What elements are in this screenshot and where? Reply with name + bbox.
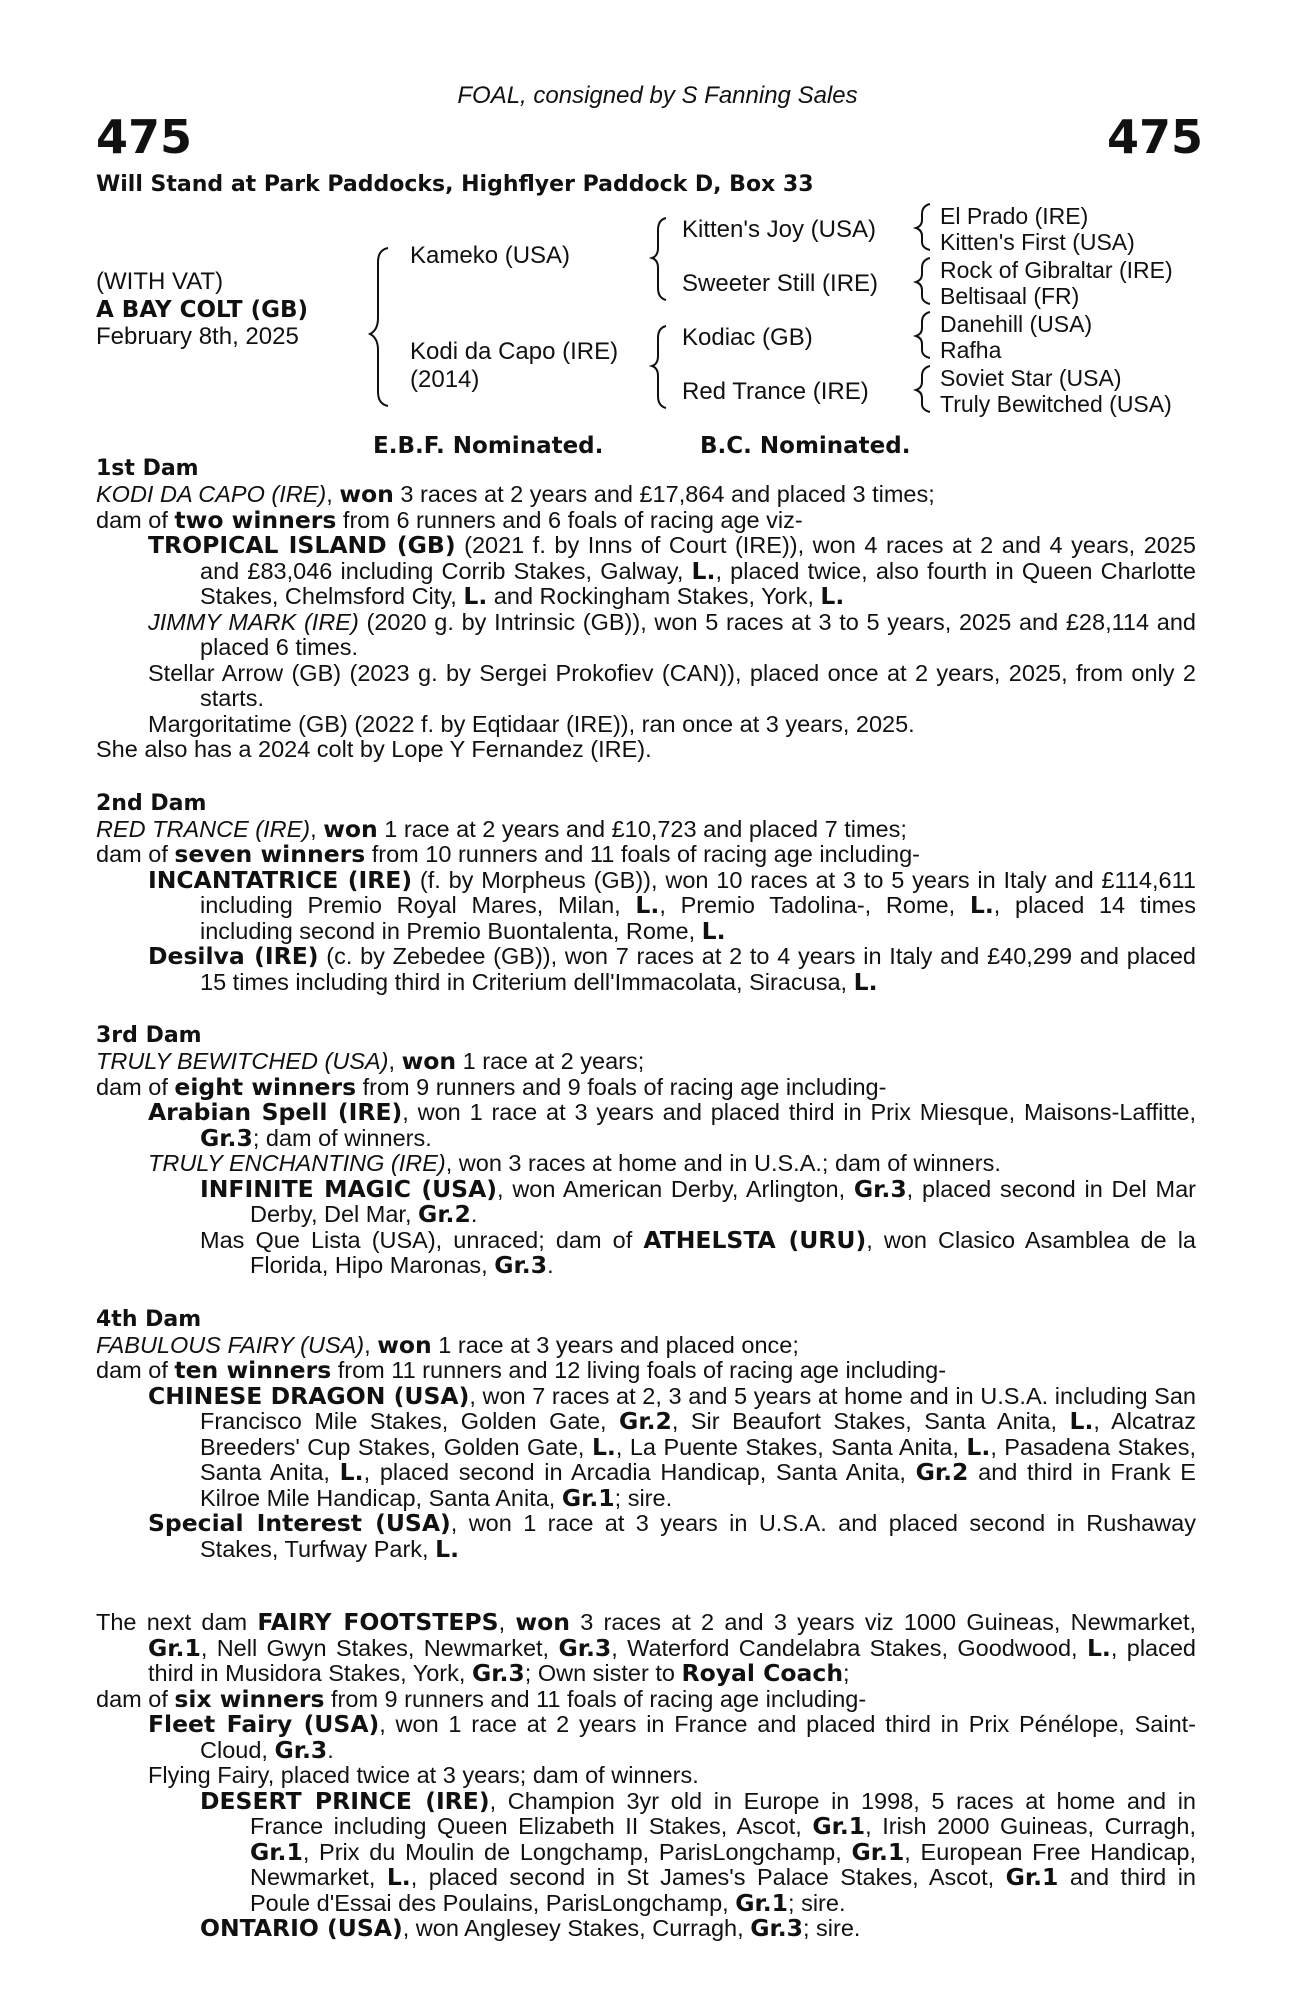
sire-bracket <box>652 218 666 300</box>
sdd: Beltisaal (FR) <box>940 283 1080 309</box>
listed-badge: L. <box>1069 1407 1094 1435</box>
group-badge: Gr.3 <box>200 1123 253 1152</box>
group-badge: Gr.2 <box>619 1407 672 1435</box>
bracket-ds <box>916 312 930 358</box>
dds: Soviet Star (USA) <box>940 365 1122 391</box>
next-dam-grandprogeny-1 <box>96 1786 1196 1917</box>
progeny-text: , placed second in Del Mar Derby, Del Mar, <box>250 1175 1197 1227</box>
progeny-text: , La Puente Stakes, Santa Anita, <box>615 1433 967 1460</box>
group-badge: Gr.1 <box>561 1483 615 1512</box>
sire-dam: Sweeter Still (IRE) <box>682 270 879 297</box>
group-badge: Gr.2 <box>915 1458 969 1486</box>
dam-dam: Red Trance (IRE) <box>682 378 869 405</box>
dam1-progeny-2 <box>96 610 1196 661</box>
dam3-progeny-2 <box>96 1151 1196 1177</box>
progeny-text: , won 1 race at 2 years in France and placed third in Prix Pénélope, Saint-Cloud, <box>200 1711 1196 1763</box>
dsd: Rafha <box>940 337 1002 363</box>
dam2-progeny-1 <box>96 865 1196 945</box>
progeny-name: INCANTATRICE (IRE) <box>148 865 413 894</box>
group-badge: Gr.1 <box>812 1812 866 1840</box>
dam1-record-text: 3 races at 2 years and £17,864 and placed 3 times; <box>393 481 935 507</box>
listed-badge: L. <box>1086 1633 1111 1662</box>
dam2-heading: 2nd Dam <box>96 790 207 816</box>
dam4-record: FABULOUS FAIRY (USA), won 1 race at 3 years and placed once; <box>96 1330 799 1359</box>
progeny-text: , European Free Handicap, Newmarket, <box>250 1838 1196 1890</box>
dam-bracket <box>652 326 666 408</box>
progeny-text: and Rockingham Stakes, York, <box>487 583 821 609</box>
sister-name: Royal Coach <box>681 1659 844 1687</box>
bracket-sd <box>916 258 930 304</box>
next-dam-name: FAIRY FOOTSTEPS <box>257 1608 499 1636</box>
spacer <box>96 763 1196 791</box>
main-bracket <box>370 248 388 406</box>
progeny-name: ATHELSTA (URU) <box>643 1225 867 1254</box>
dam4-winners-rest: from 11 runners and 12 living foals of racing age including- <box>331 1357 947 1383</box>
progeny-text: and third in Frank E Kilroe Mile Handicap, Santa Anita, <box>200 1459 1196 1511</box>
dam3-won: won <box>401 1047 457 1075</box>
sss: El Prado (IRE) <box>940 203 1089 229</box>
progeny-name: INFINITE MAGIC (USA) <box>200 1174 498 1203</box>
progeny-text: , Waterford Candelabra Stakes, Goodwood, <box>611 1634 1087 1661</box>
progeny-text: , won 1 race at 3 years and placed third in Prix Miesque, Maisons-Laffitte, <box>402 1099 1196 1125</box>
group-badge: Gr.3 <box>471 1659 525 1687</box>
dam4-progeny-2 <box>96 1511 1196 1562</box>
dam3-name: TRULY BEWITCHED (USA) <box>96 1048 389 1074</box>
vat-note: (WITH VAT) <box>96 268 224 295</box>
group-badge: Gr.2 <box>418 1200 471 1228</box>
progeny-text: , placed twice, also fourth in Queen Charlotte Stakes, Chelmsford City, <box>200 557 1196 609</box>
spacer <box>96 1279 1196 1307</box>
listed-badge: L. <box>966 1432 991 1461</box>
consignment-line: FOAL, consigned by S Fanning Sales <box>457 82 858 109</box>
dam3-record-text: 1 race at 2 years; <box>456 1048 645 1074</box>
progeny-text: ; sire. <box>614 1484 673 1511</box>
dam1-heading: 1st Dam <box>96 456 199 481</box>
dam3-dam-of: dam of <box>96 1073 175 1100</box>
dam2-dam-of: dam of <box>96 841 175 867</box>
dam3-winners: eight winners <box>174 1072 357 1101</box>
progeny-text: ; dam of winners. <box>252 1124 432 1151</box>
next-dam-produce <box>96 1684 1196 1713</box>
progeny-text: , Pasadena Stakes, Santa Anita, <box>200 1433 1196 1485</box>
dam1-progeny-4: Margoritatime (GB) (2022 f. by Eqtidaar (IRE)), ran once at 3 years, 2025. <box>148 710 915 737</box>
group-badge: Gr.1 <box>851 1837 905 1866</box>
progeny-text: , won Anglesey Stakes, Curragh, <box>402 1915 751 1941</box>
dam4-heading: 4th Dam <box>96 1306 202 1332</box>
progeny-text: , won American Derby, Arlington, <box>497 1175 854 1202</box>
progeny-text: (2020 g. by Intrinsic (GB)), won 5 races at 3 to 5 years, 2025 and £28,114 and placed 6 times. <box>200 608 1196 660</box>
progeny-text: , Premio Tadolina-, Rome, <box>659 892 970 918</box>
group-badge: Gr.3 <box>853 1174 907 1203</box>
dam-year: (2014) <box>410 366 480 393</box>
next-dam-progeny-2: Flying Fairy, placed twice at 3 years; dam of winners. <box>148 1762 699 1788</box>
next-dam-winners: six winners <box>174 1684 325 1713</box>
listed-badge: L. <box>820 582 845 610</box>
listed-badge: L. <box>463 582 488 610</box>
progeny-text: 3 races at 2 and 3 years viz 1000 Guineas, Newmarket, <box>569 1609 1196 1635</box>
lot-number-right: 475 <box>1106 110 1203 164</box>
progeny-name: JIMMY MARK (IRE) <box>148 608 359 635</box>
dam3-grandprogeny-1: INFINITE MAGIC (USA), won American Derby, Arlington, Gr.3, placed second in Del Mar Derby, Del Mar, Gr.2. <box>200 1174 1197 1228</box>
listed-badge: L. <box>386 1863 411 1891</box>
dam1-winners-rest: from 6 runners and 6 foals of racing age viz- <box>336 506 803 533</box>
progeny-text: (c. by Zebedee (GB)), won 7 races at 2 to 4 years in Italy and £40,299 and placed 15 times including third in Criterium dell'Immacolata, Siracusa, <box>200 943 1196 995</box>
sire-sire: Kitten's Joy (USA) <box>682 216 876 243</box>
bracket-ss <box>916 204 930 250</box>
dam1-produce <box>96 505 1196 534</box>
dam3-produce <box>96 1072 1196 1101</box>
ddd: Truly Bewitched (USA) <box>940 391 1172 417</box>
listed-badge: L. <box>591 1432 616 1461</box>
group-badge: Gr.1 <box>250 1837 303 1866</box>
progeny-text: , placed second in Arcadia Handicap, Santa Anita, <box>363 1459 916 1485</box>
dam4-progeny-1 <box>96 1381 1197 1512</box>
progeny-name: Fleet Fairy (USA) <box>148 1710 380 1738</box>
group-badge: Gr.3 <box>750 1914 803 1942</box>
progeny-text: and third in Poule d'Essai des Poulains, ParisLongchamp, <box>250 1864 1196 1916</box>
progeny-name: CHINESE DRAGON (USA) <box>148 1381 470 1410</box>
horse-dob: February 8th, 2025 <box>96 323 299 350</box>
progeny-text: , Champion 3yr old in Europe in 1998, 5 races at home and in France including Queen Elizabeth II Stakes, Ascot, <box>250 1787 1196 1839</box>
progeny-text: (f. by Morpheus (GB)), won 10 races at 3 to 5 years in Italy and £114,611 including Premio Royal Mares, Milan, <box>200 866 1196 918</box>
dam1-progeny-3: Stellar Arrow (GB) (2023 g. by Sergei Prokofiev (CAN)), placed once at 2 years, 2025, from only 2 starts. <box>148 659 1196 711</box>
sire: Kameko (USA) <box>410 242 571 269</box>
progeny-text: ; Own sister to <box>524 1660 682 1686</box>
dam1-dam-of: dam of <box>96 506 175 533</box>
progeny-text: , Nell Gwyn Stakes, Newmarket, <box>200 1634 559 1661</box>
listed-badge: L. <box>853 967 878 996</box>
progeny-name: TROPICAL ISLAND (GB) <box>148 531 456 559</box>
progeny-text: , Sir Beaufort Stakes, Santa Anita, <box>671 1408 1070 1434</box>
dam4-produce <box>96 1358 1196 1384</box>
dam4-record-text: 1 race at 3 years and placed once; <box>431 1331 799 1358</box>
group-badge: Gr.3 <box>494 1251 548 1279</box>
dam: Kodi da Capo (IRE) <box>410 338 619 365</box>
sds: Rock of Gibraltar (IRE) <box>940 257 1173 283</box>
ebf-nominated: E.B.F. Nominated. <box>373 433 604 459</box>
ssd: Kitten's First (USA) <box>940 229 1135 255</box>
progeny-text: , Prix du Moulin de Longchamp, ParisLongchamp, <box>302 1838 852 1865</box>
dam2-produce <box>96 842 1196 868</box>
progeny-text: (2021 f. by Inns of Court (IRE)), won 4 races at 2 and 4 years, 2025 and £83,046 including Corrib Stakes, Galway, <box>200 532 1196 584</box>
bracket-dd <box>916 366 930 412</box>
listed-badge: L. <box>435 1534 459 1563</box>
progeny-text: ; sire. <box>803 1915 861 1941</box>
dam1-record: KODI DA CAPO (IRE), won 3 races at 2 years and £17,864 and placed 3 times; <box>96 480 935 508</box>
progeny-text: , won 1 race at 3 years in U.S.A. and placed second in Rushaway Stakes, Turfway Park, <box>200 1510 1196 1562</box>
progeny-name: ONTARIO (USA) <box>200 1914 403 1942</box>
next-dam-won: won <box>515 1608 570 1636</box>
dam1-name: KODI DA CAPO (IRE) <box>96 481 327 507</box>
dam2-progeny-2 <box>96 944 1196 995</box>
next-dam-winners-rest: from 9 runners and 11 foals of racing age including- <box>324 1685 867 1712</box>
dam2-record: RED TRANCE (IRE), won 1 race at 2 years and £10,723 and placed 7 times; <box>96 814 907 843</box>
spacer <box>96 1562 1196 1610</box>
dam2-name: RED TRANCE (IRE) <box>96 815 311 842</box>
group-badge: Gr.3 <box>558 1633 612 1662</box>
dss: Danehill (USA) <box>940 311 1093 337</box>
dam-sire: Kodiac (GB) <box>682 324 813 351</box>
listed-badge: L. <box>701 916 726 945</box>
dam3-record: TRULY BEWITCHED (USA), won 1 race at 2 years; <box>96 1047 645 1075</box>
listed-badge: L. <box>339 1458 364 1486</box>
progeny-name: Desilva (IRE) <box>148 942 319 970</box>
dam3-grandprogeny-2: Mas Que Lista (USA), unraced; dam of ATHELSTA (URU), won Clasico Asamblea de la Florida, Hipo Maronas, Gr.3. <box>200 1225 1196 1279</box>
group-badge: Gr.1 <box>148 1633 201 1662</box>
lot-number-left: 475 <box>96 110 193 164</box>
listed-badge: L. <box>969 891 994 919</box>
spacer <box>96 995 1196 1023</box>
progeny-text: , won 7 races at 2, 3 and 5 years at home and in U.S.A. including San Francisco Mile Stakes, Golden Gate, <box>200 1382 1196 1434</box>
dam2-winners: seven winners <box>174 840 366 868</box>
dam1-won: won <box>339 480 394 508</box>
dam4-dam-of: dam of <box>96 1357 175 1383</box>
group-badge: Gr.1 <box>735 1888 789 1917</box>
progeny-text: , Irish 2000 Guineas, Curragh, <box>865 1813 1196 1839</box>
listed-badge: L. <box>691 556 716 585</box>
progeny-name: Arabian Spell (IRE) <box>148 1098 403 1126</box>
progeny-text: , placed second in St James's Palace Stakes, Ascot, <box>410 1864 1006 1890</box>
dam4-name: FABULOUS FAIRY (USA) <box>96 1331 365 1358</box>
progeny-text: , won 3 races at home and in U.S.A.; dam of winners. <box>445 1150 1001 1176</box>
listed-badge: L. <box>635 891 660 919</box>
stand-location: Will Stand at Park Paddocks, Highflyer Paddock D, Box 33 <box>96 172 814 197</box>
catalogue-body <box>96 456 1196 1942</box>
bc-nominated: B.C. Nominated. <box>700 433 911 459</box>
next-dam-record: The next dam FAIRY FOOTSTEPS, won 3 races at 2 and 3 years viz 1000 Guineas, Newmarket, Gr.1, Nell Gwyn Stakes, Newmarket, Gr.3, Waterford Candelabra Stakes, Goodwood, L., placed third in Musidora Stakes, York, Gr.3; Own sister to Royal Coach; <box>96 1608 1196 1687</box>
progeny-text: ; <box>843 1660 850 1686</box>
progeny-name: TRULY ENCHANTING (IRE) <box>148 1150 446 1176</box>
dam2-record-text: 1 race at 2 years and £10,723 and placed 7 times; <box>377 815 907 842</box>
group-badge: Gr.1 <box>1005 1863 1059 1891</box>
dam2-won: won <box>323 814 378 843</box>
progeny-text: , placed third in Musidora Stakes, York, <box>148 1634 1196 1686</box>
progeny-name: DESERT PRINCE (IRE) <box>200 1786 490 1815</box>
dam3-winners-rest: from 9 runners and 9 foals of racing age including- <box>356 1073 887 1100</box>
progeny-text: , won Clasico Asamblea de la Florida, Hipo Maronas, <box>250 1226 1196 1278</box>
dam4-winners: ten winners <box>174 1356 332 1384</box>
next-dam-progeny-1: Fleet Fairy (USA), won 1 race at 2 years in France and placed third in Prix Pénélope, Saint-Cloud, Gr.3. <box>148 1710 1196 1764</box>
dam3-heading: 3rd Dam <box>96 1023 202 1048</box>
dam3-progeny-1 <box>96 1100 1196 1151</box>
next-dam-grandprogeny-2 <box>96 1916 1196 1942</box>
next-dam-dam-of: dam of <box>96 1685 175 1712</box>
progeny-text: , Alcatraz Breeders' Cup Stakes, Golden Gate, <box>200 1408 1197 1460</box>
dam2-winners-rest: from 10 runners and 11 foals of racing age including- <box>365 841 920 867</box>
dam4-won: won <box>377 1330 432 1359</box>
progeny-name: Special Interest (USA) <box>148 1509 451 1537</box>
dam1-progeny-1 <box>96 533 1196 610</box>
progeny-text: , placed 14 times including second in Premio Buontalenta, Rome, <box>200 892 1196 944</box>
horse-name: A BAY COLT (GB) <box>96 297 309 323</box>
next-dam-lead: The next dam <box>96 1609 258 1635</box>
dam1-note: She also has a 2024 colt by Lope Y Fernandez (IRE). <box>96 736 652 762</box>
progeny-text: Mas Que Lista (USA), unraced; dam of <box>200 1226 644 1253</box>
group-badge: Gr.3 <box>274 1735 328 1764</box>
dam1-winners: two winners <box>174 505 337 534</box>
progeny-text: ; sire. <box>788 1889 846 1916</box>
